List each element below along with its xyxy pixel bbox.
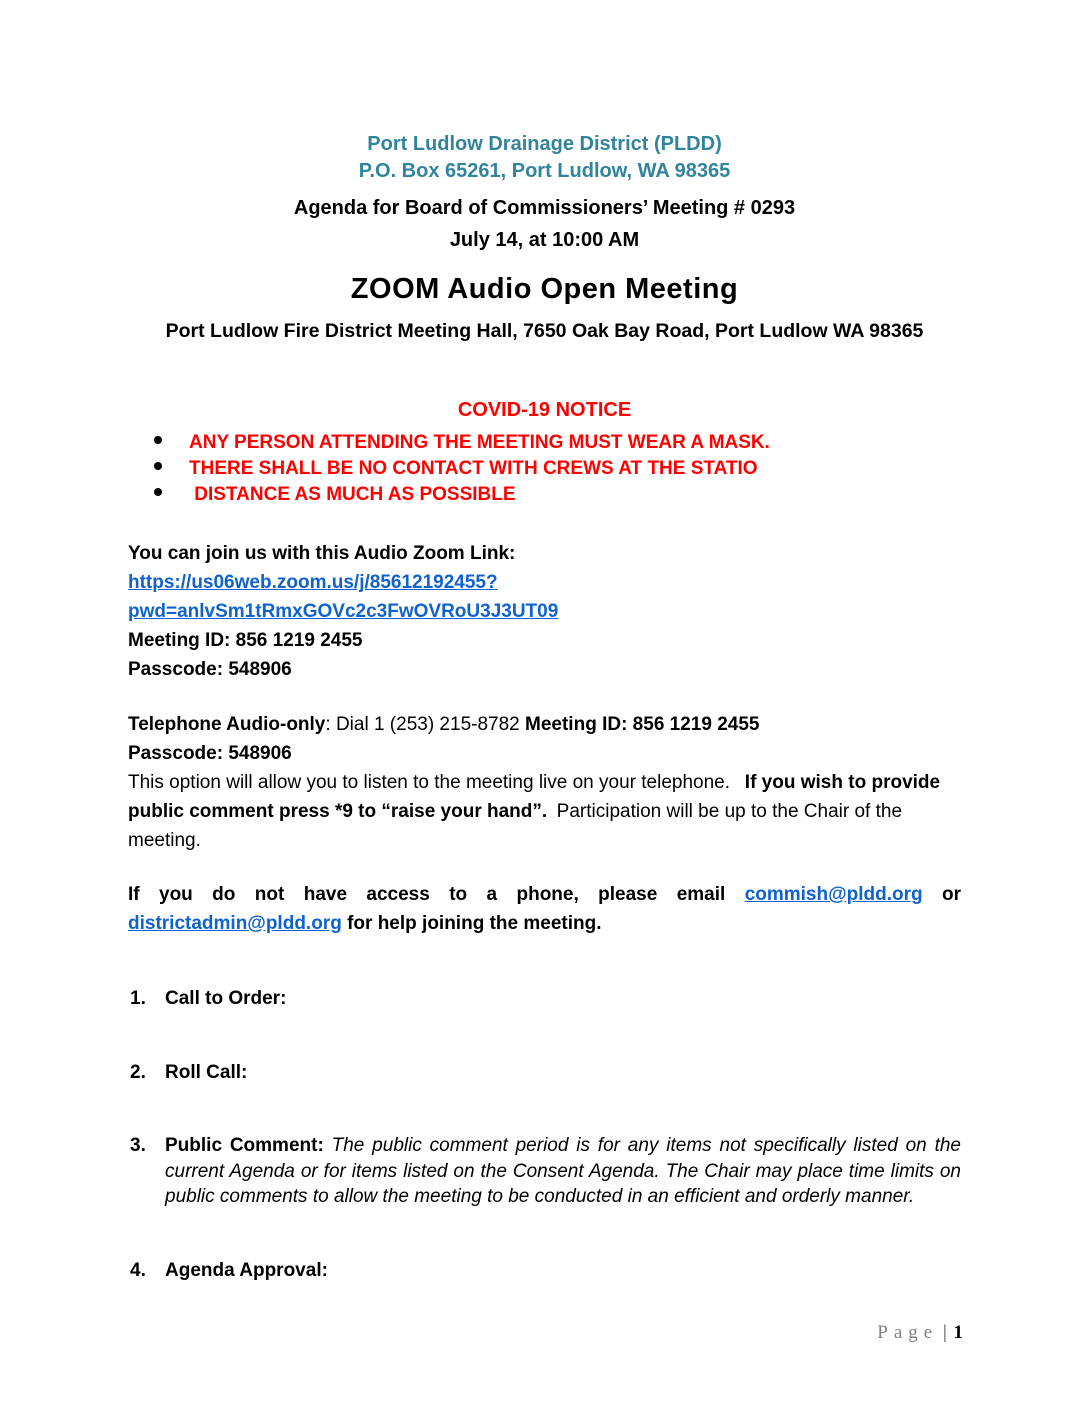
agenda-item-description: The public comment period is for any items not specifically listed on the current Agenda or for items listed on the Consent Agenda. The Chair may place time limits on public comments to allow the meeting to be conducted in an efficient and orderly manner. [165, 1135, 961, 1207]
commish-email-link[interactable]: commish@pldd.org [744, 884, 923, 905]
zoom-join-section [128, 539, 961, 684]
agenda-title: Agenda for Board of Commissioners’ Meeting # 0293 [293, 197, 796, 219]
list-item [128, 482, 961, 508]
org-address: P.O. Box 65261, Port Ludlow, WA 98365 [358, 160, 731, 182]
telephone-description [128, 768, 961, 855]
agenda-item-call-to-order [128, 986, 961, 1012]
covid-bullet-text: ANY PERSON ATTENDING THE MEETING MUST WEAR A MASK. [189, 432, 770, 453]
list-item [128, 456, 961, 482]
agenda-item-list [128, 986, 961, 1283]
covid-bullet-text: DISTANCE AS MUCH AS POSSIBLE [189, 484, 516, 505]
telephone-desc-part2: Participation will be up to the Chair of the meeting. [128, 801, 903, 851]
telephone-dial: : Dial 1 (253) 215-8782 [325, 714, 526, 735]
covid-bullet-text: THERE SHALL BE NO CONTACT WITH CREWS AT THE STATIO [189, 458, 758, 479]
zoom-link-line2[interactable]: pwd=anlvSm1tRmxGOVc2c3FwOVRoU3J3UT09 [128, 601, 559, 622]
covid-bullet-list [128, 430, 961, 508]
telephone-line [128, 710, 961, 739]
agenda-item-title: Agenda Approval: [165, 1259, 328, 1281]
agenda-item-number: 2. [130, 1061, 146, 1083]
agenda-item-roll-call [128, 1060, 961, 1086]
telephone-desc-part1: This option will allow you to listen to the meeting live on your telephone. [128, 772, 745, 793]
email-help-middle: or [922, 884, 962, 905]
covid-notice-section [128, 397, 961, 508]
footer-separator: | [942, 1322, 947, 1343]
meeting-type-title: ZOOM Audio Open Meeting [350, 273, 739, 305]
email-help-after: for help joining the meeting. [341, 913, 602, 934]
list-item [128, 430, 961, 456]
zoom-join-label: You can join us with this Audio Zoom Link: [128, 543, 516, 564]
agenda-item-agenda-approval [128, 1258, 961, 1284]
page-footer [877, 1322, 963, 1344]
email-help-before: If you do not have access to a phone, please email [128, 884, 745, 905]
telephone-desc-bold: If you wish to provide public comment press *9 to “raise your hand”. [128, 772, 941, 822]
districtadmin-email-link[interactable]: districtadmin@pldd.org [128, 913, 342, 934]
covid-notice-title: COVID-19 NOTICE [457, 399, 632, 421]
org-name: Port Ludlow Drainage District (PLDD) [367, 133, 722, 155]
zoom-link-line1[interactable]: https://us06web.zoom.us/j/85612192455? [128, 572, 498, 593]
agenda-item-title: Call to Order: [165, 988, 287, 1009]
bullet-icon [154, 436, 162, 444]
agenda-item-title: Roll Call: [165, 1061, 248, 1083]
agenda-item-public-comment [128, 1133, 961, 1210]
agenda-item-title: Public Comment: [165, 1135, 324, 1156]
email-help-paragraph [128, 880, 961, 938]
zoom-passcode: Passcode: 548906 [128, 659, 292, 680]
bullet-icon [154, 488, 162, 496]
document-header [128, 131, 961, 344]
telephone-section [128, 710, 961, 855]
telephone-passcode: Passcode: 548906 [128, 743, 292, 764]
agenda-item-number: 3. [130, 1135, 146, 1156]
meeting-location: Port Ludlow Fire District Meeting Hall, 7650 Oak Bay Road, Port Ludlow WA 98365 [165, 320, 924, 342]
agenda-item-number: 4. [130, 1259, 146, 1281]
meeting-datetime: July 14, at 10:00 AM [449, 229, 640, 251]
footer-page-number: 1 [953, 1322, 963, 1343]
telephone-label: Telephone Audio-only [128, 714, 326, 735]
bullet-icon [154, 462, 162, 470]
telephone-meeting-id: Meeting ID: 856 1219 2455 [525, 714, 760, 735]
zoom-meeting-id: Meeting ID: 856 1219 2455 [128, 630, 363, 651]
footer-page-label: Page [877, 1322, 939, 1343]
agenda-item-number: 1. [130, 988, 146, 1009]
